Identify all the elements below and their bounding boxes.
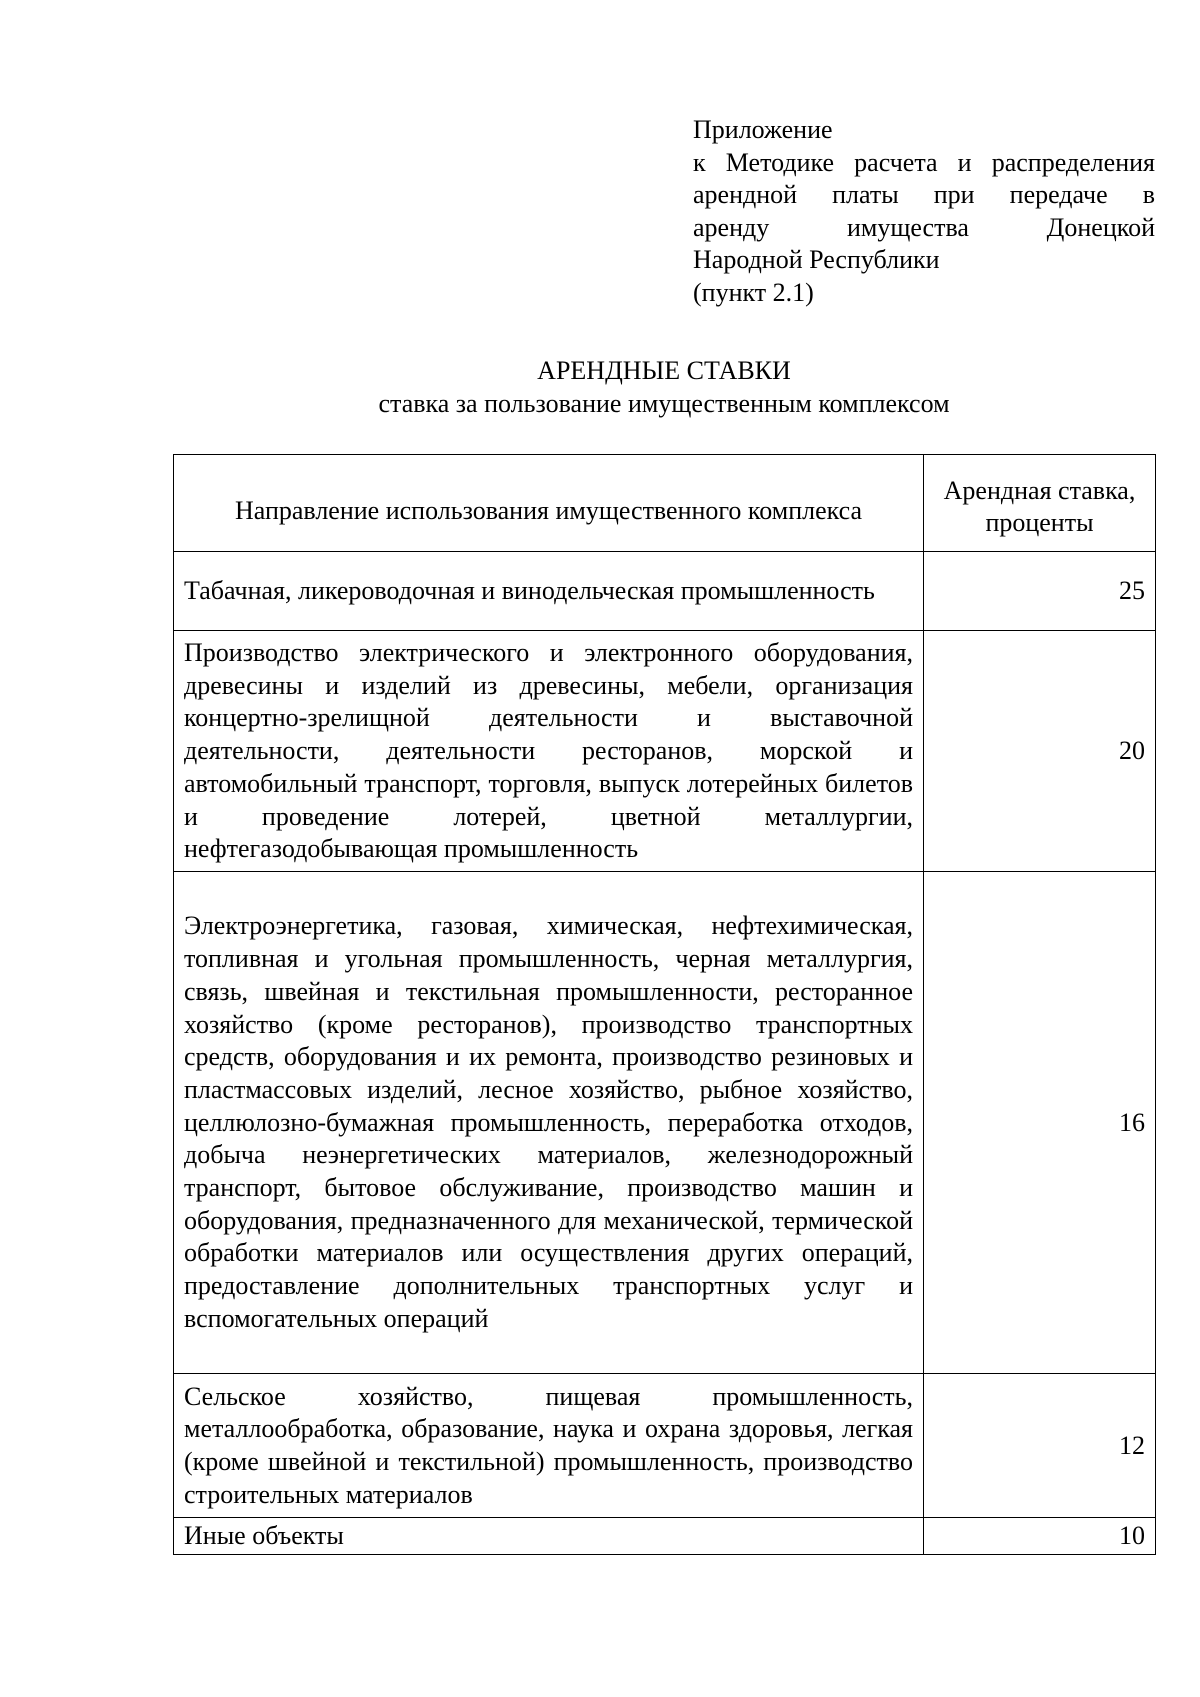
row-rate: 16: [924, 872, 1156, 1374]
rates-table: [173, 454, 1156, 1555]
annex-note: [693, 114, 1155, 309]
row-rate: 20: [924, 631, 1156, 872]
row-direction: Иные объекты: [174, 1518, 924, 1555]
table-row: [174, 872, 1156, 1374]
document-title: АРЕНДНЫЕ СТАВКИ: [537, 356, 791, 385]
row-direction: Производство электрического и электронного оборудования, древесины и изделий из древесины, мебели, организация концертно-зрелищной деятельности и выставочной деятельности, деятельности ресторанов, морской и автомобильный транспорт, торговля, выпуск лотерейных билетов и проведение лотерей, цветной металлургии, нефтегазодобывающая промышленность: [174, 631, 924, 872]
annex-line: аренду имущества Донецкой: [693, 212, 1155, 242]
row-direction: Электроэнергетика, газовая, химическая, нефтехимическая, топливная и угольная промышленность, черная металлургия, связь, швейная и текстильная промышленности, ресторанное хозяйство (кроме ресторанов), производство транспортных средств, оборудования и их ремонта, производство резиновых и пластмассовых изделий, лесное хозяйство, рыбное хозяйство, целлюлозно-бумажная промышленность, переработка отходов, добыча неэнергетических материалов, железнодорожный транспорт, бытовое обслуживание, производство машин и оборудования, предназначенного для механической, термической обработки материалов или осуществления других операций, предоставление дополнительных транспортных услуг и вспомогательных операций: [174, 872, 924, 1374]
table-header-row: [174, 455, 1156, 552]
row-rate: 25: [924, 552, 1156, 631]
table-row: [174, 1518, 1156, 1555]
header-direction: Направление использования имущественного комплекса: [174, 455, 924, 552]
table-row: [174, 631, 1156, 872]
table-row: [174, 552, 1156, 631]
annex-line: арендной платы при передаче в: [693, 180, 1155, 209]
row-direction: Сельское хозяйство, пищевая промышленность, металлообработка, образование, наука и охрана здоровья, легкая (кроме швейной и текстильной) промышленность, производство строительных материалов: [174, 1374, 924, 1518]
header-rate: Арендная ставка, проценты: [924, 455, 1156, 552]
row-rate: 10: [924, 1518, 1156, 1555]
row-rate: 12: [924, 1374, 1156, 1518]
annex-line: Народной Республики: [693, 245, 940, 274]
annex-line: (пункт 2.1): [693, 277, 814, 307]
annex-line: Приложение: [693, 115, 833, 144]
annex-line: к Методике расчета и распределения: [693, 147, 1155, 177]
table-row: [174, 1374, 1156, 1518]
row-direction: Табачная, ликероводочная и винодельческая промышленность: [174, 552, 924, 631]
document-subtitle: ставка за пользование имущественным комплексом: [378, 389, 950, 418]
